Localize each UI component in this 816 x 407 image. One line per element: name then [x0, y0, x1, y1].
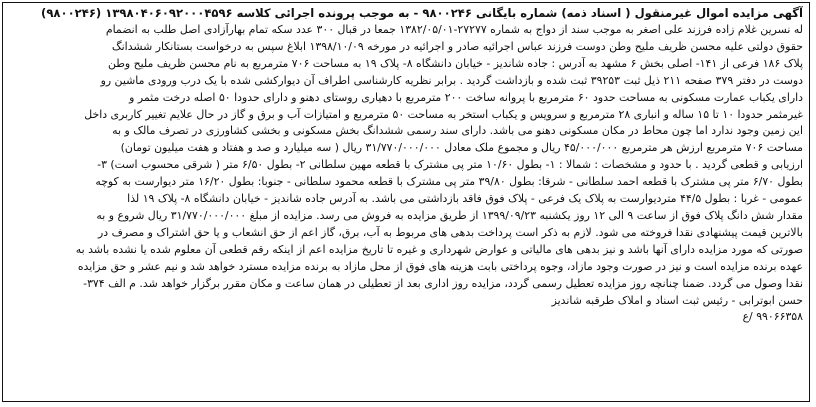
auction-notice	[2, 2, 810, 402]
notice-footer-code: ۹۹۰۶۶۳۵۸ /ع	[742, 310, 803, 324]
notice-line-1: له نسرین غلام زاده فرزند علی اصغر به موجب سند از دواج به شماره ۲۷۲۷۷-۱۳۸۲/۰۵/۰۱ جمعا در قبال ۳۰۰ عدد سکه تمام بهارآزادی اصل طلب به انضمام	[105, 23, 803, 36]
notice-line-16: نقدا وصول می گردد. ضمنا چنانچه روز مزایده تعطیل رسمی گردد، مزایده روز اداری بعد از تعطیلی در همان ساعت و مکان مقرر برگزار خواهد شد. م الف ۳۷۴-	[83, 276, 803, 290]
notice-line-13: بالاترین قیمت پیشنهادی نقدا فروخته می شود. لازم به ذکر است پرداخت بدهی های مربوط به آب، برق، گاز اعم از حق انشعاب و یا حق اشتراک و مصرف در	[98, 225, 803, 239]
notice-title: آگهی مزایده اموال غیرمنقول ( اسناد ذمه) شماره بایگانی ۹۸۰۰۲۴۶ - به موجب پرونده اجرائی کلاسه ۱۳۹۸۰۴۰۶۰۹۲۰۰۰۴۵۹۶ (۹۸۰۰۲۴۶)	[41, 6, 803, 20]
notice-line-4: دوست در دفتر ۳۷۹ صفحه ۲۱۱ ذیل ثبت ۳۹۲۵۳ ثبت شده و بازداشت گردید . برابر نظریه کارشناسی اطراف آن دیوارکشی شده با یک درب ورودی ماشین رو	[100, 73, 803, 87]
notice-line-2: حقوق دولتی علیه محسن ظریف ملیح وطن دوست فرزند عباس اجرائیه صادر و اجرائیه در مورخه ۱۳۹۸/۱۰/۰۹ ابلاغ سپس به درخواست بستانکار ششدانگ	[111, 39, 803, 53]
notice-line-15: عهده برنده مزایده است و نیز در صورت وجود مازاد، وجوه پرداختی بابت هزینه های فوق از محل مازاد به برنده مزایده مسترد خواهد شد و نیم عشر و حق مزایده	[77, 259, 803, 273]
notice-line-6: غیرمثمر حدودا ۱۰ تا ۱۵ ساله و انباری ۲۸ مترمربع و سرویس و یکباب استخر به مساحت ۵۰ مترمربع و امتیازات آب و برق و گاز در حال علایم تغییر کاربری داخل	[84, 107, 803, 121]
notice-line-8: مساحت ۷۰۶ مترمربع ارزش هر مترمربع ۴۵/۰۰۰/۰۰۰ ریال و مجموع ملک معادل ۳۱/۷۷۰/۰۰۰/۰۰۰ ریال ( سه میلیارد و صد و هفتاد و هفت میلیون تومان)	[120, 141, 803, 155]
notice-line-3: پلاک ۱۸۶ فرعی از ۱۴۱- اصلی بخش ۶ مشهد به آدرس : جاده شاندیز - خیابان دانشگاه ۸- پلاک ۱۹ به مساحت ۷۰۶ مترمربع به نام محسن ظریف ملیح وطن	[107, 56, 803, 70]
notice-line-5: دارای یکباب عمارت مسکونی به مساحت حدود ۶۰ مترمربع با پروانه ساخت ۲۰۰ مترمربع با دهیاری روستای دهنو و دارای حدودا ۵۰ اصله درخت مثمر و	[129, 90, 803, 104]
notice-signature: حسن ابوترابی - رئیس ثبت اسناد و املاک طرقبه شاندیز	[551, 293, 803, 307]
notice-line-7: این زمین وجود ندارد اما چون محاط در مکان مسکونی دهنو می باشد. دارای سند رسمی ششدانگ بخش مسکونی و بخشی کشاورزی در تصرف مالک و به	[112, 124, 803, 138]
notice-line-12: مقدار شش دانگ پلاک فوق از ساعت ۹ الی ۱۲ روز یکشنبه ۱۳۹۹/۰۹/۲۳ از طریق مزایده به فروش می رسد. مزایده از مبلغ ۳۱/۷۷۰/۰۰۰/۰۰۰ ریال شروع و به	[96, 208, 803, 222]
notice-line-11: عمومی - غربا : بطول ۴۴/۵ متردیوارست به پلاک یک فرعی - پلاک فوق فاقد بازداشتی می باشد. به آدرس جاده شاندیز - خیابان دانشگاه ۸- پلاک ۱۹ لذا	[127, 192, 803, 206]
notice-line-9: ارزیابی و قطعی گردید . با حدود و مشخصات : شمالا : ۱- بطول ۱۰/۶۰ متر پی مشترک با قطعه مهین سلطانی ۲- بطول ۶/۵۰ متر ( شرقی محسوب است) ۳-	[97, 158, 803, 172]
notice-line-14: صورتی که مورد مزایده دارای آنها باشد و نیز بدهی های مالیاتی و عوارض شهرداری و غیره تا تاریخ مزایده اعم از اینکه رقم قطعی آن معلوم شده یا نشده باشد به	[75, 242, 803, 256]
notice-line-10: بطول ۶/۷۰ متر پی مشترک با قطعه احمد سلطانی - شرقا: بطول ۳۹/۸۰ متر پی مشترک با قطعه محمود سلطانی - جنوبا: بطول ۱۶/۲۰ متر دیوارست به کوچه	[95, 175, 803, 189]
